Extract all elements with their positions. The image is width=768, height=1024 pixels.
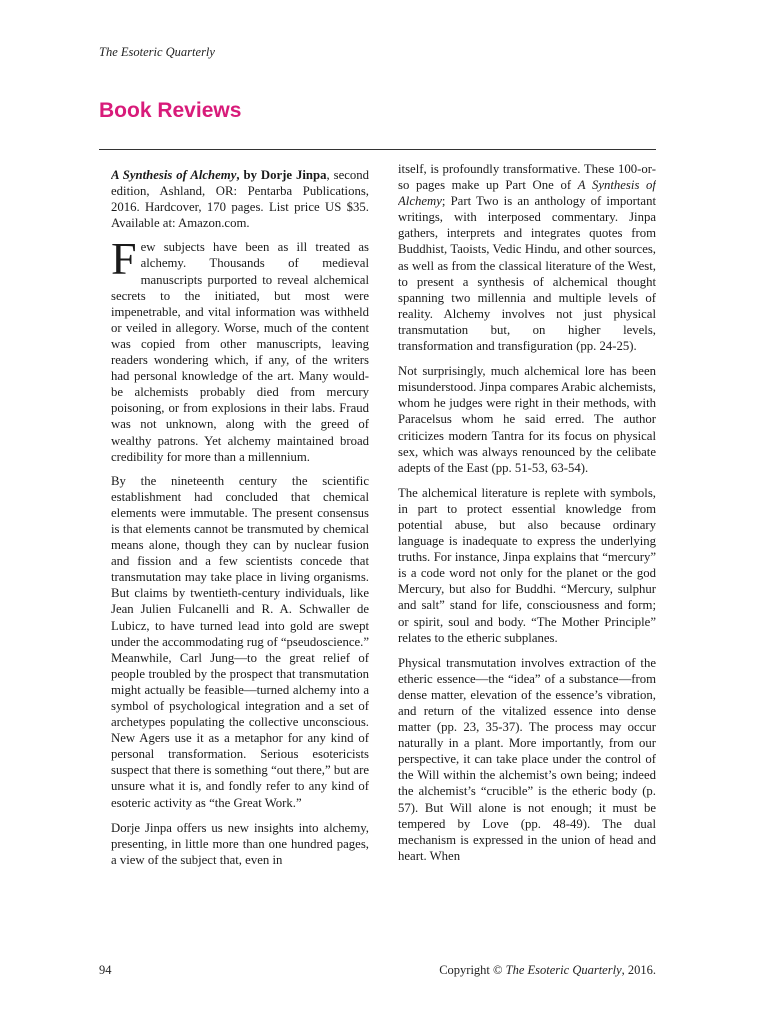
left-column xyxy=(111,167,369,937)
page-number: 94 xyxy=(99,963,112,977)
copyright-journal: The Esoteric Quarterly xyxy=(505,963,622,977)
section-title: Book Reviews xyxy=(99,99,242,122)
copyright-suffix: , 2016. xyxy=(621,963,656,977)
paragraph-6: The alchemical literature is replete with symbols, in part to protect essential knowledge from potential abuse, but also because ordinary language is inadequate to express the underlying truths. For instance, Jinpa explains that “mercury” is a code word not only for the planet or the god Mercury, but also for Buddhi. “Mercury, sulphur and salt” stand for life, consciousness and form; or spirit, soul and body. “The Mother Principle” relates to the etheric subplanes. xyxy=(398,485,656,645)
book-title: A Synthesis of Alchemy xyxy=(111,168,237,182)
paragraph-5: Not surprisingly, much alchemical lore has been misunderstood. Jinpa compares Arabic alchemists, whom he judges were right in their methods, with Paracelsus whom he said erred. The author criticizes modern Tantra for its focus on physical sex, which was always renounced by the celibate adepts of the East (pp. 51-53, 63-54). xyxy=(398,364,656,475)
paragraph-1-text: ew subjects have been as ill treated as alchemy. Thousands of medieval manuscripts purported to reveal alchemical secrets to the initiated, but most were impenetrable, and vital information was withheld or veiled in allegory. Worse, much of the content was copied from other manuscripts, leaving readers wondering which, if any, of the writers had personal knowledge of the art. Many would-be alchemists probably died from mercury poisoning, or from explosions in their labs. Fraud was not unknown, along with the greed of wealthy patrons. Yet alchemy maintained broad credibility for more than a millennium. xyxy=(111,240,369,464)
paragraph-4-text-b: ; Part Two is an anthology of important writings, with interposed commentary. Jinpa gathers, interprets and integrates quotes from Buddhist, Taoists, Vedic Hindu, and other sources, as well as from the classical literature of the West, to present a synthesis of alchemical thought spanning two millennia and multiple levels of reality. Alchemy involves not just physical transmutation but, on higher levels, transformation and transfiguration (pp. 24-25). xyxy=(398,194,656,354)
book-author: Dorje Jinpa xyxy=(260,168,327,182)
paragraph-4-text-a: itself, is profoundly transformative. These 100-or-so pages make up Part One of xyxy=(398,162,656,193)
drop-cap: F xyxy=(111,233,137,285)
right-column xyxy=(398,161,656,931)
paragraph-1 xyxy=(111,233,369,464)
paragraph-3: Dorje Jinpa offers us new insights into alchemy, presenting, in little more than one hundred pages, a view of the subject that, even in xyxy=(111,820,369,867)
header-divider xyxy=(99,149,656,150)
paragraph-4 xyxy=(398,161,656,354)
book-citation xyxy=(111,167,369,231)
paragraph-2: By the nineteenth century the scientific establishment had concluded that chemical elements were immutable. The present consensus is that elements cannot be transmuted by chemical means alone, though they can by nuclear fusion and fission and a few scientists concede that transmutation may take place in living organisms. But claims by twentieth-century individuals, like Jean Julien Fulcanelli and R. A. Schwaller de Lubicz, to have turned lead into gold are swept under the accommodating rug of “pseudoscience.” Meanwhile, Carl Jung—to the great relief of people troubled by the prospect that transmutation might actually be feasible—turned alchemy into a symbol of psychological integration and a set of archetypes populating the collective unconscious. New Agers use it as a metaphor for any kind of personal transformation. Serious esotericists suspect that there is something “out there,” but are unsure what it is, and fondly refer to any kind of esoteric activity as “the Great Work.” xyxy=(111,473,369,810)
paragraph-4-book-title: A Synthesis of Alchemy xyxy=(398,178,656,209)
paragraph-7: Physical transmutation involves extraction of the etheric essence—the “idea” of a substance—from dense matter, elevation of the essence’s vibration, and return of the vitalized essence into dense matter (pp. 23, 35-37). The process may occur naturally in a plant. More importantly, from our perspective, it can take place under the control of the Will within the alchemist’s own being; indeed the alchemist’s “crucible” is the etheric body (p. 57). But Will alone is not enough; it must be tempered by Love (pp. 48-49). The dual mechanism is expressed in the union of head and heart. When xyxy=(398,655,656,863)
copyright-prefix: Copyright © xyxy=(439,963,506,977)
book-author-comma: , xyxy=(326,168,330,182)
copyright-notice xyxy=(439,963,656,978)
journal-title: The Esoteric Quarterly xyxy=(99,45,215,59)
book-details: second edition, Ashland, OR: Pentarba Publications, 2016. Hardcover, 170 pages. List price US $35. Available at: Amazon.com. xyxy=(111,168,369,231)
book-by: , by xyxy=(236,168,261,182)
